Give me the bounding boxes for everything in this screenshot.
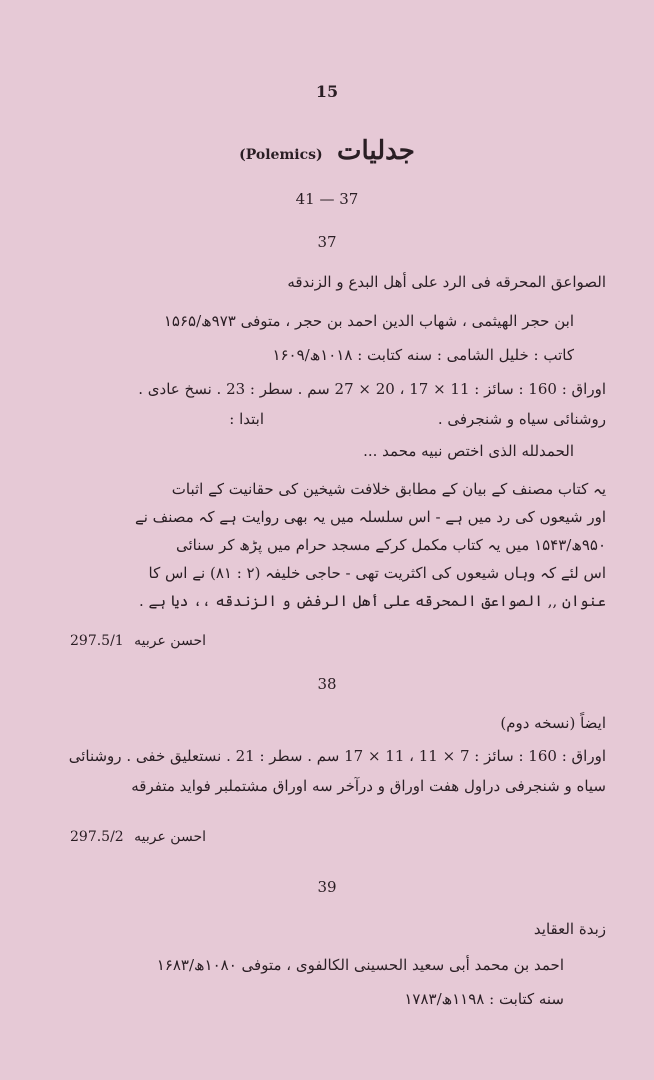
entry-range: 41 — 37 (295, 190, 359, 208)
description-line: اور شیعوں کی رد میں ہے - اس سلسلہ میں یہ بھی روایت ہے کہ مصنف نے (134, 508, 606, 526)
entry-ink: روشنائی سیاه و شنجرفی . (437, 410, 606, 428)
reference-label: احسن عربیه (134, 829, 207, 845)
page-number: 15 (315, 82, 339, 101)
beginning-label: ابتدا : (229, 410, 264, 428)
reference-label: احسن عربیه (134, 633, 207, 649)
entry-author: احمد بن محمد أبی سعید الحسینی الکالفوی ، متوفی ۱۰۸۰ھ/۱۶۸۳ (156, 956, 564, 974)
section-heading (0, 136, 654, 166)
reference-number: 297.5/2 (70, 829, 124, 845)
entry-author: ابن حجر الهیثمی ، شهاب الدین احمد بن حجر ، متوفی ۹۷۳ھ/۱۵۶۵ (163, 312, 574, 330)
entry-number: 39 (317, 878, 337, 896)
reference (70, 829, 206, 845)
entry-scribe: کاتب : خلیل الشامی : سنه کتابت : ۱۰۱۸ھ/۱۶۰۹ (272, 346, 574, 364)
description-line: عنوان ,, الصواعق المحرقه علی أهل الرفض و الزندقه ،، دیا ہے . (138, 592, 606, 610)
entry-number: 38 (317, 675, 337, 693)
entry-number: 37 (317, 233, 337, 251)
entry-physical: اوراق : 160 : سائز : 11 × 17 ، 20 × 27 سم . سطر : 23 . نسخ عادی . (138, 380, 606, 398)
entry-ink: سیاه و شنجرفی دراول هفت اوراق و درآخر سه اوراق مشتملبر فواید متفرقه (131, 777, 606, 795)
description-line: ۹۵۰ھ/۱۵۴۳ میں یہ کتاب مکمل کرکے مسجد حرام میں پڑھ کر سنائی (175, 536, 606, 554)
beginning-text: الحمدلله الذی اختص نبیه محمد ... (363, 442, 574, 460)
entry-title: الصواعق المحرقه فی الرد علی أهل البدع و الزندقه (287, 273, 606, 291)
description-line: اس لئے کہ وہاں شیعوں کی اکثریت تھی - حاجی خلیفہ (۲ : ۸۱) نے اس کا (148, 564, 606, 582)
entry-title: ایضاً (نسخه دوم) (500, 714, 606, 732)
heading-urdu: جدلیات (336, 136, 415, 166)
description-line: یہ کتاب مصنف کے بیان کے مطابق خلافت شیخین کی حقانیت کے اثبات (171, 480, 606, 498)
entry-physical: اوراق : 160 : سائز : 7 × 11 ، 11 × 17 سم . سطر : 21 . نستعلیق خفی . روشنائی (68, 747, 606, 765)
entry-title: زبدة العقاید (533, 920, 606, 938)
reference (70, 633, 206, 649)
entry-date: سنه کتابت : ۱۱۹۸ھ/۱۷۸۳ (404, 990, 564, 1008)
reference-number: 297.5/1 (70, 633, 124, 649)
heading-english: (Polemics) (239, 147, 323, 163)
